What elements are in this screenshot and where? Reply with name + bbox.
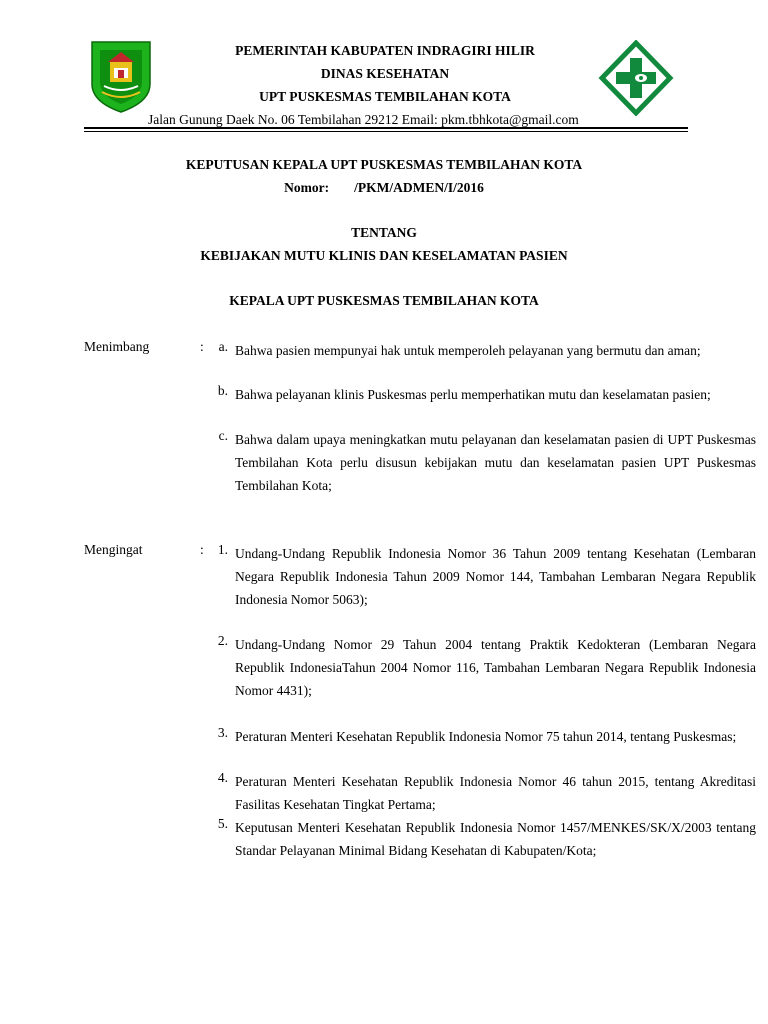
decree-number-value: /PKM/ADMEN/I/2016 <box>354 180 484 195</box>
letterhead-address: Jalan Gunung Daek No. 06 Tembilahan 29212 Email: pkm.tbhkota@gmail.com <box>148 112 579 127</box>
list-item-text: Bahwa pasien mempunyai hak untuk memperoleh pelayanan yang bermutu dan aman; <box>235 343 701 358</box>
list-item-number: 5. <box>217 816 228 831</box>
list-item-text: Undang-Undang Nomor 29 Tahun 2004 tentang Praktik Kedokteran (Lembaran Negara Republik IndonesiaTahun 2004 Nomor 116, Tambahan Lembaran Negara Republik Indonesia Nomor 4431); <box>235 637 756 698</box>
list-item-number: 3. <box>217 725 228 740</box>
list-item-number: 4. <box>217 770 228 785</box>
letterhead-unit: UPT PUSKESMAS TEMBILAHAN KOTA <box>259 89 511 104</box>
list-item-text: Peraturan Menteri Kesehatan Republik Indonesia Nomor 75 tahun 2014, tentang Puskesmas; <box>235 729 737 744</box>
letterhead-government: PEMERINTAH KABUPATEN INDRAGIRI HILIR <box>235 43 535 58</box>
letterhead-agency: DINAS KESEHATAN <box>320 66 450 81</box>
letterhead-divider <box>84 127 688 129</box>
section-label: Menimbang <box>84 339 150 354</box>
list-item-text: Peraturan Menteri Kesehatan Republik Indonesia Nomor 46 tahun 2015, tentang Akreditasi Fasilitas Kesehatan Tingkat Pertama; <box>235 774 756 812</box>
section-label: Mengingat <box>84 542 143 557</box>
list-item-text: Bahwa dalam upaya meningkatkan mutu pelayanan dan keselamatan pasien di UPT Puskesmas Tembilahan Kota perlu disusun kebijakan mutu dan keselamatan pasien UPT Puskesmas Tembilahan Kota; <box>235 432 756 493</box>
decree-issuer: KEPALA UPT PUSKESMAS TEMBILAHAN KOTA <box>229 293 539 308</box>
list-item-text: Keputusan Menteri Kesehatan Republik Indonesia Nomor 1457/MENKES/SK/X/2003 tentang Standar Pelayanan Minimal Bidang Kesehatan di Kabupaten/Kota; <box>235 820 756 858</box>
list-item-text: Undang-Undang Republik Indonesia Nomor 36 Tahun 2009 tentang Kesehatan (Lembaran Negara Republik Indonesia Tahun 2009 Nomor 144, Tambahan Lembaran Negara Republik Indonesia Nomor 5063); <box>235 546 756 607</box>
letterhead-divider-thin <box>84 131 688 132</box>
list-item-number: a. <box>218 339 228 354</box>
decree-subject: KEBIJAKAN MUTU KLINIS DAN KESELAMATAN PASIEN <box>200 248 568 263</box>
section-colon: : <box>200 542 204 557</box>
regency-emblem-logo <box>88 40 154 114</box>
decree-title: KEPUTUSAN KEPALA UPT PUSKESMAS TEMBILAHAN KOTA <box>185 157 583 172</box>
decree-tentang: TENTANG <box>351 225 417 240</box>
list-item-number: 2. <box>217 633 228 648</box>
list-item-number: b. <box>217 383 228 398</box>
list-item-number: c. <box>218 428 228 443</box>
section-colon: : <box>200 339 204 354</box>
decree-number-label: Nomor: <box>284 180 330 195</box>
decree-number <box>84 180 684 196</box>
list-item-number: 1. <box>217 542 228 557</box>
list-item-text: Bahwa pelayanan klinis Puskesmas perlu memperhatikan mutu dan keselamatan pasien; <box>235 387 711 402</box>
